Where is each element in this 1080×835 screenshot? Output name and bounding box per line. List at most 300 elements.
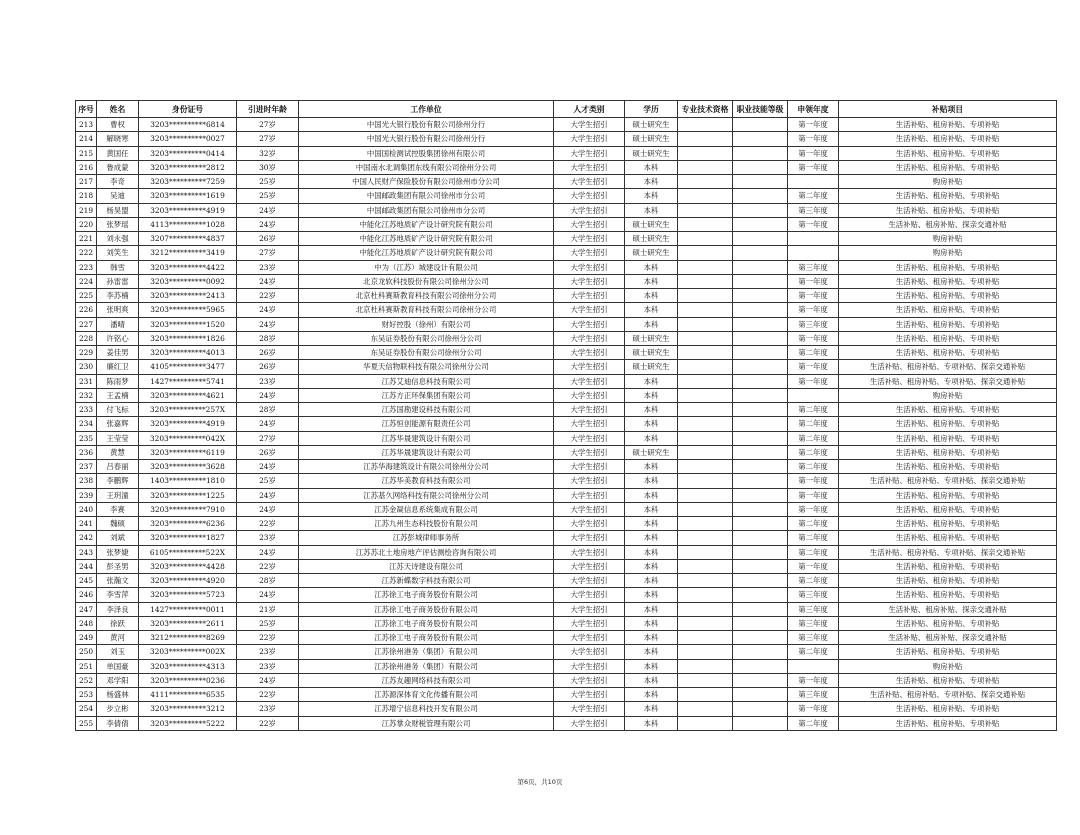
table-row (76, 716, 1057, 730)
cell-talent-category: 大学生招引 (554, 317, 625, 331)
cell-subsidy-items: 生活补贴、租房补贴、专项补贴 (839, 160, 1057, 174)
table-row (76, 189, 1057, 203)
cell-skill-level (733, 360, 788, 374)
cell-index: 231 (76, 374, 97, 388)
cell-education: 本科 (625, 588, 678, 602)
cell-education: 本科 (625, 602, 678, 616)
cell-professional-title (678, 118, 733, 132)
cell-age: 22岁 (237, 517, 299, 531)
table-row (76, 132, 1057, 146)
cell-claim-year (788, 388, 839, 402)
cell-professional-title (678, 659, 733, 673)
cell-education: 硕士研究生 (625, 331, 678, 345)
cell-claim-year (788, 175, 839, 189)
table-row (76, 659, 1057, 673)
cell-name: 杨昊盟 (97, 203, 139, 217)
cell-skill-level (733, 502, 788, 516)
cell-claim-year: 第一年度 (788, 217, 839, 231)
cell-subsidy-items: 购房补贴 (839, 232, 1057, 246)
cell-age: 26岁 (237, 232, 299, 246)
cell-name: 刘玉 (97, 645, 139, 659)
col-header-professional-title: 专业技术资格 (678, 101, 733, 118)
cell-id-number: 3203**********0236 (139, 673, 237, 687)
cell-education: 硕士研究生 (625, 445, 678, 459)
cell-employer: 江苏国勘建设科技有限公司 (299, 403, 554, 417)
cell-name: 许铭心 (97, 331, 139, 345)
cell-education: 本科 (625, 403, 678, 417)
cell-index: 250 (76, 645, 97, 659)
cell-id-number: 3203**********4313 (139, 659, 237, 673)
table-row (76, 217, 1057, 231)
table-row (76, 146, 1057, 160)
table-row (76, 431, 1057, 445)
cell-id-number: 6105**********522X (139, 545, 237, 559)
cell-subsidy-items: 生活补贴、租房补贴、专项补贴 (839, 118, 1057, 132)
cell-talent-category: 大学生招引 (554, 331, 625, 345)
cell-id-number: 3203**********042X (139, 431, 237, 445)
cell-name: 张梦瑶 (97, 217, 139, 231)
cell-education: 本科 (625, 317, 678, 331)
cell-talent-category: 大学生招引 (554, 659, 625, 673)
cell-skill-level (733, 488, 788, 502)
cell-professional-title (678, 545, 733, 559)
cell-index: 240 (76, 502, 97, 516)
cell-index: 255 (76, 716, 97, 730)
cell-professional-title (678, 645, 733, 659)
cell-talent-category: 大学生招引 (554, 645, 625, 659)
cell-education: 硕士研究生 (625, 232, 678, 246)
cell-age: 27岁 (237, 118, 299, 132)
cell-name: 王莹莹 (97, 431, 139, 445)
cell-age: 25岁 (237, 189, 299, 203)
cell-age: 26岁 (237, 445, 299, 459)
cell-index: 215 (76, 146, 97, 160)
cell-name: 吕春丽 (97, 460, 139, 474)
cell-claim-year: 第二年度 (788, 574, 839, 588)
cell-age: 28岁 (237, 574, 299, 588)
cell-claim-year: 第三年度 (788, 588, 839, 602)
cell-id-number: 3203**********002X (139, 645, 237, 659)
cell-name: 邓学阳 (97, 673, 139, 687)
cell-id-number: 3203**********5222 (139, 716, 237, 730)
cell-age: 26岁 (237, 346, 299, 360)
cell-professional-title (678, 673, 733, 687)
cell-professional-title (678, 189, 733, 203)
cell-index: 253 (76, 688, 97, 702)
table-row (76, 602, 1057, 616)
cell-skill-level (733, 445, 788, 459)
cell-age: 24岁 (237, 303, 299, 317)
cell-employer: 江苏苏北土地房地产评估测绘咨询有限公司 (299, 545, 554, 559)
cell-name: 曹权 (97, 118, 139, 132)
cell-talent-category: 大学生招引 (554, 502, 625, 516)
cell-name: 张明爽 (97, 303, 139, 317)
cell-education: 本科 (625, 474, 678, 488)
table-row (76, 260, 1057, 274)
cell-name: 张嘉辉 (97, 417, 139, 431)
cell-claim-year: 第一年度 (788, 289, 839, 303)
cell-subsidy-items: 生活补贴、租房补贴、专项补贴 (839, 417, 1057, 431)
table-row (76, 559, 1057, 573)
cell-education: 本科 (625, 659, 678, 673)
cell-age: 27岁 (237, 431, 299, 445)
cell-index: 254 (76, 702, 97, 716)
cell-professional-title (678, 331, 733, 345)
cell-claim-year: 第三年度 (788, 688, 839, 702)
cell-professional-title (678, 517, 733, 531)
cell-employer: 北京杜科赛斯教育科技有限公司徐州分公司 (299, 289, 554, 303)
table-row (76, 445, 1057, 459)
cell-employer: 江苏彭城律师事务所 (299, 531, 554, 545)
cell-professional-title (678, 175, 733, 189)
cell-employer: 江苏华海建筑设计有限公司徐州分公司 (299, 460, 554, 474)
cell-claim-year: 第二年度 (788, 403, 839, 417)
cell-skill-level (733, 431, 788, 445)
cell-subsidy-items: 生活补贴、租房补贴、专项补贴 (839, 203, 1057, 217)
cell-education: 本科 (625, 702, 678, 716)
cell-subsidy-items: 生活补贴、租房补贴、探亲交通补贴 (839, 217, 1057, 231)
cell-talent-category: 大学生招引 (554, 132, 625, 146)
cell-index: 214 (76, 132, 97, 146)
cell-claim-year: 第一年度 (788, 303, 839, 317)
cell-education: 本科 (625, 260, 678, 274)
cell-education: 本科 (625, 716, 678, 730)
cell-subsidy-items: 生活补贴、租房补贴、专项补贴 (839, 616, 1057, 630)
cell-employer: 中能化江苏地质矿产设计研究院有限公司 (299, 217, 554, 231)
cell-subsidy-items: 生活补贴、租房补贴、专项补贴 (839, 645, 1057, 659)
cell-professional-title (678, 289, 733, 303)
cell-id-number: 3203**********2611 (139, 616, 237, 630)
cell-subsidy-items: 购房补贴 (839, 175, 1057, 189)
cell-education: 本科 (625, 160, 678, 174)
cell-age: 28岁 (237, 403, 299, 417)
cell-id-number: 4113**********1028 (139, 217, 237, 231)
cell-name: 黄慧 (97, 445, 139, 459)
cell-claim-year: 第一年度 (788, 360, 839, 374)
cell-id-number: 3203**********3628 (139, 460, 237, 474)
cell-skill-level (733, 559, 788, 573)
cell-name: 廉红卫 (97, 360, 139, 374)
col-header-employer: 工作单位 (299, 101, 554, 118)
cell-id-number: 3203**********4920 (139, 574, 237, 588)
cell-subsidy-items: 生活补贴、租房补贴、专项补贴 (839, 431, 1057, 445)
cell-age: 26岁 (237, 360, 299, 374)
cell-index: 221 (76, 232, 97, 246)
table-row (76, 403, 1057, 417)
cell-employer: 北京龙软科技股份有限公司徐州分公司 (299, 274, 554, 288)
cell-employer: 江苏源深体育文化传播有限公司 (299, 688, 554, 702)
cell-id-number: 3203**********7910 (139, 502, 237, 516)
cell-professional-title (678, 574, 733, 588)
cell-name: 黄河 (97, 631, 139, 645)
cell-education: 本科 (625, 388, 678, 402)
cell-id-number: 1427**********0011 (139, 602, 237, 616)
cell-subsidy-items: 生活补贴、租房补贴、专项补贴、探亲交通补贴 (839, 545, 1057, 559)
table-row (76, 645, 1057, 659)
cell-talent-category: 大学生招引 (554, 702, 625, 716)
cell-skill-level (733, 460, 788, 474)
cell-age: 24岁 (237, 460, 299, 474)
table-row (76, 232, 1057, 246)
cell-talent-category: 大学生招引 (554, 417, 625, 431)
cell-skill-level (733, 374, 788, 388)
table-row (76, 289, 1057, 303)
cell-id-number: 3203**********4919 (139, 417, 237, 431)
cell-id-number: 3203**********5965 (139, 303, 237, 317)
cell-professional-title (678, 374, 733, 388)
cell-claim-year: 第二年度 (788, 517, 839, 531)
cell-talent-category: 大学生招引 (554, 160, 625, 174)
cell-talent-category: 大学生招引 (554, 175, 625, 189)
cell-talent-category: 大学生招引 (554, 688, 625, 702)
cell-name: 陈雨梦 (97, 374, 139, 388)
cell-index: 220 (76, 217, 97, 231)
cell-subsidy-items: 生活补贴、租房补贴、专项补贴 (839, 146, 1057, 160)
cell-index: 246 (76, 588, 97, 602)
cell-name: 张梦婕 (97, 545, 139, 559)
cell-skill-level (733, 260, 788, 274)
cell-talent-category: 大学生招引 (554, 602, 625, 616)
cell-id-number: 3203**********0092 (139, 274, 237, 288)
cell-index: 235 (76, 431, 97, 445)
table-row (76, 502, 1057, 516)
cell-employer: 江苏新蝶数字科技有限公司 (299, 574, 554, 588)
cell-professional-title (678, 317, 733, 331)
cell-index: 245 (76, 574, 97, 588)
col-header-talent-category: 人才类别 (554, 101, 625, 118)
cell-talent-category: 大学生招引 (554, 673, 625, 687)
cell-name: 解晓寒 (97, 132, 139, 146)
cell-index: 238 (76, 474, 97, 488)
cell-employer: 中国邮政集团有限公司徐州市分公司 (299, 203, 554, 217)
cell-index: 244 (76, 559, 97, 573)
cell-education: 硕士研究生 (625, 146, 678, 160)
cell-professional-title (678, 588, 733, 602)
cell-index: 225 (76, 289, 97, 303)
cell-education: 本科 (625, 203, 678, 217)
cell-index: 219 (76, 203, 97, 217)
cell-professional-title (678, 460, 733, 474)
cell-skill-level (733, 317, 788, 331)
cell-talent-category: 大学生招引 (554, 616, 625, 630)
cell-index: 242 (76, 531, 97, 545)
cell-education: 硕士研究生 (625, 118, 678, 132)
cell-education: 本科 (625, 417, 678, 431)
cell-id-number: 4111**********6535 (139, 688, 237, 702)
cell-employer: 江苏华晟建筑设计有限公司 (299, 445, 554, 459)
cell-skill-level (733, 673, 788, 687)
col-header-education: 学历 (625, 101, 678, 118)
cell-employer: 江苏方正环保集团有限公司 (299, 388, 554, 402)
cell-index: 223 (76, 260, 97, 274)
table-row (76, 616, 1057, 630)
cell-professional-title (678, 132, 733, 146)
cell-education: 硕士研究生 (625, 360, 678, 374)
cell-id-number: 3203**********4013 (139, 346, 237, 360)
cell-talent-category: 大学生招引 (554, 545, 625, 559)
cell-professional-title (678, 502, 733, 516)
talent-subsidy-table (75, 100, 1057, 731)
cell-index: 248 (76, 616, 97, 630)
cell-talent-category: 大学生招引 (554, 445, 625, 459)
cell-education: 硕士研究生 (625, 217, 678, 231)
cell-talent-category: 大学生招引 (554, 289, 625, 303)
cell-claim-year: 第二年度 (788, 716, 839, 730)
cell-professional-title (678, 388, 733, 402)
cell-id-number: 1427**********5741 (139, 374, 237, 388)
cell-education: 本科 (625, 631, 678, 645)
cell-employer: 中国光大银行股份有限公司徐州分行 (299, 118, 554, 132)
cell-id-number: 4105**********3477 (139, 360, 237, 374)
cell-index: 226 (76, 303, 97, 317)
cell-skill-level (733, 702, 788, 716)
table-row (76, 303, 1057, 317)
cell-claim-year: 第一年度 (788, 673, 839, 687)
cell-age: 23岁 (237, 531, 299, 545)
cell-employer: 中国国检测试控股集团徐州有限公司 (299, 146, 554, 160)
cell-age: 21岁 (237, 602, 299, 616)
cell-employer: 江苏基久网络科技有限公司徐州分公司 (299, 488, 554, 502)
cell-age: 23岁 (237, 702, 299, 716)
cell-claim-year: 第三年度 (788, 616, 839, 630)
cell-subsidy-items: 生活补贴、租房补贴、专项补贴 (839, 403, 1057, 417)
cell-id-number: 3203**********4621 (139, 388, 237, 402)
cell-subsidy-items: 购房补贴 (839, 659, 1057, 673)
cell-name: 李赛 (97, 502, 139, 516)
cell-professional-title (678, 246, 733, 260)
cell-index: 247 (76, 602, 97, 616)
cell-id-number: 3203**********1225 (139, 488, 237, 502)
cell-age: 23岁 (237, 659, 299, 673)
cell-age: 24岁 (237, 545, 299, 559)
cell-claim-year: 第三年度 (788, 260, 839, 274)
cell-name: 王玥潼 (97, 488, 139, 502)
cell-claim-year (788, 659, 839, 673)
cell-education: 本科 (625, 574, 678, 588)
cell-id-number: 3203**********6119 (139, 445, 237, 459)
cell-skill-level (733, 517, 788, 531)
cell-subsidy-items: 生活补贴、租房补贴、专项补贴 (839, 346, 1057, 360)
cell-subsidy-items: 生活补贴、租房补贴、专项补贴 (839, 588, 1057, 602)
cell-employer: 中国人民财产保险股份有限公司徐州市分公司 (299, 175, 554, 189)
cell-employer: 中能化江苏地质矿产设计研究院有限公司 (299, 246, 554, 260)
col-header-skill-level: 职业技能等级 (733, 101, 788, 118)
cell-employer: 中国南水北调集团东线有限公司徐州分公司 (299, 160, 554, 174)
cell-id-number: 1403**********1810 (139, 474, 237, 488)
table-row (76, 346, 1057, 360)
cell-subsidy-items: 生活补贴、租房补贴、专项补贴 (839, 574, 1057, 588)
cell-index: 251 (76, 659, 97, 673)
cell-name: 李奇 (97, 175, 139, 189)
cell-talent-category: 大学生招引 (554, 588, 625, 602)
cell-employer: 江苏增宁信息科技开发有限公司 (299, 702, 554, 716)
cell-employer: 东吴证券股份有限公司徐州分公司 (299, 331, 554, 345)
cell-age: 24岁 (237, 588, 299, 602)
cell-talent-category: 大学生招引 (554, 246, 625, 260)
cell-id-number: 3203**********0027 (139, 132, 237, 146)
cell-subsidy-items: 生活补贴、租房补贴、专项补贴、探亲交通补贴 (839, 474, 1057, 488)
table-row (76, 203, 1057, 217)
cell-name: 杨盛林 (97, 688, 139, 702)
cell-subsidy-items: 生活补贴、租房补贴、专项补贴 (839, 716, 1057, 730)
table-row (76, 688, 1057, 702)
cell-name: 鲁成蒙 (97, 160, 139, 174)
cell-age: 27岁 (237, 246, 299, 260)
cell-index: 222 (76, 246, 97, 260)
cell-index: 234 (76, 417, 97, 431)
cell-education: 本科 (625, 673, 678, 687)
cell-employer: 中国邮政集团有限公司徐州市分公司 (299, 189, 554, 203)
cell-age: 30岁 (237, 160, 299, 174)
cell-claim-year: 第三年度 (788, 203, 839, 217)
cell-professional-title (678, 602, 733, 616)
cell-index: 232 (76, 388, 97, 402)
cell-subsidy-items: 生活补贴、租房补贴、专项补贴、探亲交通补贴 (839, 374, 1057, 388)
cell-claim-year: 第一年度 (788, 374, 839, 388)
cell-index: 237 (76, 460, 97, 474)
cell-education: 本科 (625, 374, 678, 388)
table-row (76, 574, 1057, 588)
cell-education: 本科 (625, 517, 678, 531)
cell-skill-level (733, 602, 788, 616)
table-row (76, 531, 1057, 545)
cell-employer: 江苏金凝信息系统集成有限公司 (299, 502, 554, 516)
cell-age: 24岁 (237, 217, 299, 231)
cell-index: 227 (76, 317, 97, 331)
cell-name: 魏硕 (97, 517, 139, 531)
cell-subsidy-items: 生活补贴、租房补贴、探亲交通补贴 (839, 631, 1057, 645)
cell-education: 本科 (625, 289, 678, 303)
cell-subsidy-items: 生活补贴、租房补贴、专项补贴 (839, 189, 1057, 203)
cell-education: 本科 (625, 175, 678, 189)
cell-employer: 江苏徐工电子商务股份有限公司 (299, 616, 554, 630)
cell-employer: 财好控股（徐州）有限公司 (299, 317, 554, 331)
cell-age: 23岁 (237, 645, 299, 659)
table-row (76, 702, 1057, 716)
cell-skill-level (733, 588, 788, 602)
cell-subsidy-items: 生活补贴、租房补贴、专项补贴 (839, 517, 1057, 531)
cell-professional-title (678, 559, 733, 573)
cell-name: 单国豪 (97, 659, 139, 673)
cell-talent-category: 大学生招引 (554, 431, 625, 445)
cell-claim-year: 第二年度 (788, 545, 839, 559)
cell-professional-title (678, 203, 733, 217)
cell-employer: 江苏华美教育科技有限公司 (299, 474, 554, 488)
cell-name: 李鹏辉 (97, 474, 139, 488)
table-row (76, 388, 1057, 402)
table-row (76, 118, 1057, 132)
cell-skill-level (733, 203, 788, 217)
cell-index: 243 (76, 545, 97, 559)
cell-professional-title (678, 417, 733, 431)
table-row (76, 246, 1057, 260)
cell-professional-title (678, 274, 733, 288)
header-row (76, 101, 1057, 118)
cell-name: 刘永强 (97, 232, 139, 246)
col-header-age: 引进时年龄 (237, 101, 299, 118)
cell-age: 24岁 (237, 388, 299, 402)
cell-education: 硕士研究生 (625, 132, 678, 146)
cell-employer: 江苏九州生态科技股份有限公司 (299, 517, 554, 531)
cell-claim-year: 第一年度 (788, 118, 839, 132)
cell-subsidy-items: 生活补贴、租房补贴、专项补贴 (839, 488, 1057, 502)
cell-education: 本科 (625, 645, 678, 659)
col-header-id-number: 身份证号 (139, 101, 237, 118)
table-row (76, 175, 1057, 189)
cell-id-number: 3203**********1520 (139, 317, 237, 331)
cell-claim-year: 第一年度 (788, 559, 839, 573)
cell-professional-title (678, 616, 733, 630)
